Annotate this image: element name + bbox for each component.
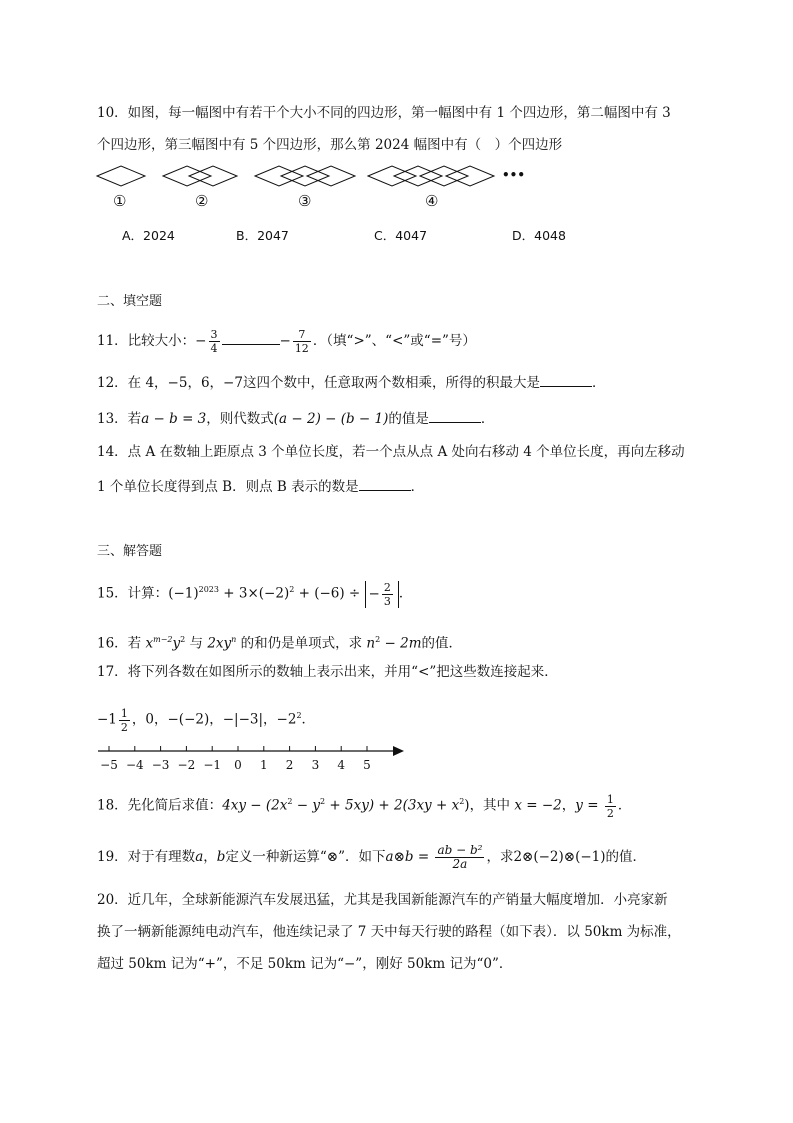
section2-title: 二、填空题 [97,294,163,309]
q13-blank[interactable] [429,408,481,423]
option-d: D．4048 [512,228,566,243]
q15-absolute-value: − $\frac{2}{3}$ [365,581,399,608]
q12 [97,372,605,393]
figure-label-4: ④ [425,192,439,210]
option-c: C．4047 [374,228,428,243]
q20-line3: 超过 50km 记为“+”，不足 50km 记为“−”，刚好 50km 记为“0”． [97,956,513,972]
q11-fraction1: $\frac{3}{4}$ [210,328,218,355]
figure3-rhombus-b [281,166,329,186]
q16: 16．若 $x^{m-2}y^2$ 与 $2xy^n$ 的和仍是单项式，求 $n^2 - 2m$的值． [97,635,463,652]
option-a: A．2024 [122,228,175,243]
q15: 15．计算：$(-1)^{2023} + 3\times(-2)^2 + (-6)$ ÷ − $\frac{2}{3}$ ． [97,580,413,608]
q14-blank[interactable] [359,476,411,491]
q13-suffix: 的值是 [388,411,429,427]
q13-mid: ，则代数式 [206,411,274,427]
number-line-label: 5 [363,758,371,772]
figure4-rhombus-a [368,166,416,186]
q12-end: ． [591,375,606,391]
q19: 19．对于有理数a，b定义一种新运算“⊗”．如下a⊗b = $\frac{\text{ab − b²}}{2a}$ ，求2⊗(−2)⊗(−1)的值． [97,843,647,871]
number-line-label: 1 [259,758,268,772]
number-line-label: −3 [151,758,170,772]
number-line-label: −5 [100,758,118,772]
q11-prefix: 11．比较大小：− [97,333,207,349]
q13-end: ． [480,411,495,427]
figure2-rhombus-a [163,166,211,186]
q11-blank[interactable] [222,330,280,345]
number-line-label: 4 [337,758,346,772]
q13-condition: a − b = 3 [141,411,207,427]
q10-line1: 10．如图，每一幅图中有若干个大小不同的四边形，第一幅图中有 1 个四边形，第二幅图中有 3 [97,105,671,121]
number-line-label: 3 [311,758,320,772]
number-line-label: 0 [234,758,242,772]
section3-title: 三、解答题 [97,544,163,559]
number-line-label: −4 [125,758,144,772]
figure-label-1: ① [113,192,127,210]
figure-label-2: ② [195,192,209,210]
q14-line1: 14．点 A 在数轴上距原点 3 个单位长度，若一个点从点 A 处向右移动 4 个单位长度，再向左移动 [97,444,685,460]
q20-line1: 20．近几年，全球新能源汽车发展迅猛，尤其是我国新能源汽车的产销量大幅度增加．小亮家新 [97,892,668,908]
q10-figures [0,162,793,192]
q11-fraction2: $\frac{7}{12}$ [294,328,309,355]
q17-numbers: −1 $\frac{1}{2}$ ，0，−(−2)，−|−3|，$-2^2$． [97,706,316,734]
figure3-rhombus-a [255,166,303,186]
figure2-rhombus-b [189,166,237,186]
figure1-rhombus [97,166,145,186]
q11 [97,328,476,355]
q10-ellipsis: ••• [502,168,526,182]
q14-line2 [97,476,424,497]
q20-line2: 换了一辆新能源纯电动汽车，他连续记录了 7 天中每天行驶的路程（如下表）．以 50km 为标准， [97,924,681,940]
figure4-rhombus-c [420,166,468,186]
number-line [95,740,425,780]
q10-line2: 个四边形，第三幅图中有 5 个四边形，那么第 2024 幅图中有（ ）个四边形 [97,137,563,153]
q13-expression: (a − 2) − (b − 1) [273,411,389,427]
figure3-rhombus-c [307,166,355,186]
option-b: B．2047 [236,228,289,243]
q13-prefix: 13．若 [97,411,142,427]
number-line-label: −2 [177,758,196,772]
q12-blank[interactable] [540,372,592,387]
figure-label-3: ③ [298,192,312,210]
number-line-arrow [393,746,404,756]
figure4-rhombus-b [394,166,442,186]
q13 [97,408,494,429]
number-line-label: 2 [285,758,294,772]
q11-suffix: ．（填“>”、“<”或“=”号） [312,333,476,349]
q12-text: 12．在 4，−5，6，−7这四个数中，任意取两个数相乘，所得的积最大是 [97,375,540,391]
q14-line2-text: 1 个单位长度得到点 B．则点 B 表示的数是 [97,479,359,495]
figure4-rhombus-d [446,166,494,186]
q11-mid: − [279,333,291,349]
q17-text: 17．将下列各数在如图所示的数轴上表示出来，并用“<”把这些数连接起来． [97,664,558,680]
q18: 18．先化简后求值：$4xy - (2x^2 - y^2 + 5xy) + 2(3xy + x^2)$，其中 x = −2，y = $\frac{1}{2}$ ． [97,792,632,820]
q15-prefix: 15．计算： [97,585,169,602]
q14-end: ． [410,479,425,495]
number-line-label: −1 [203,758,222,772]
